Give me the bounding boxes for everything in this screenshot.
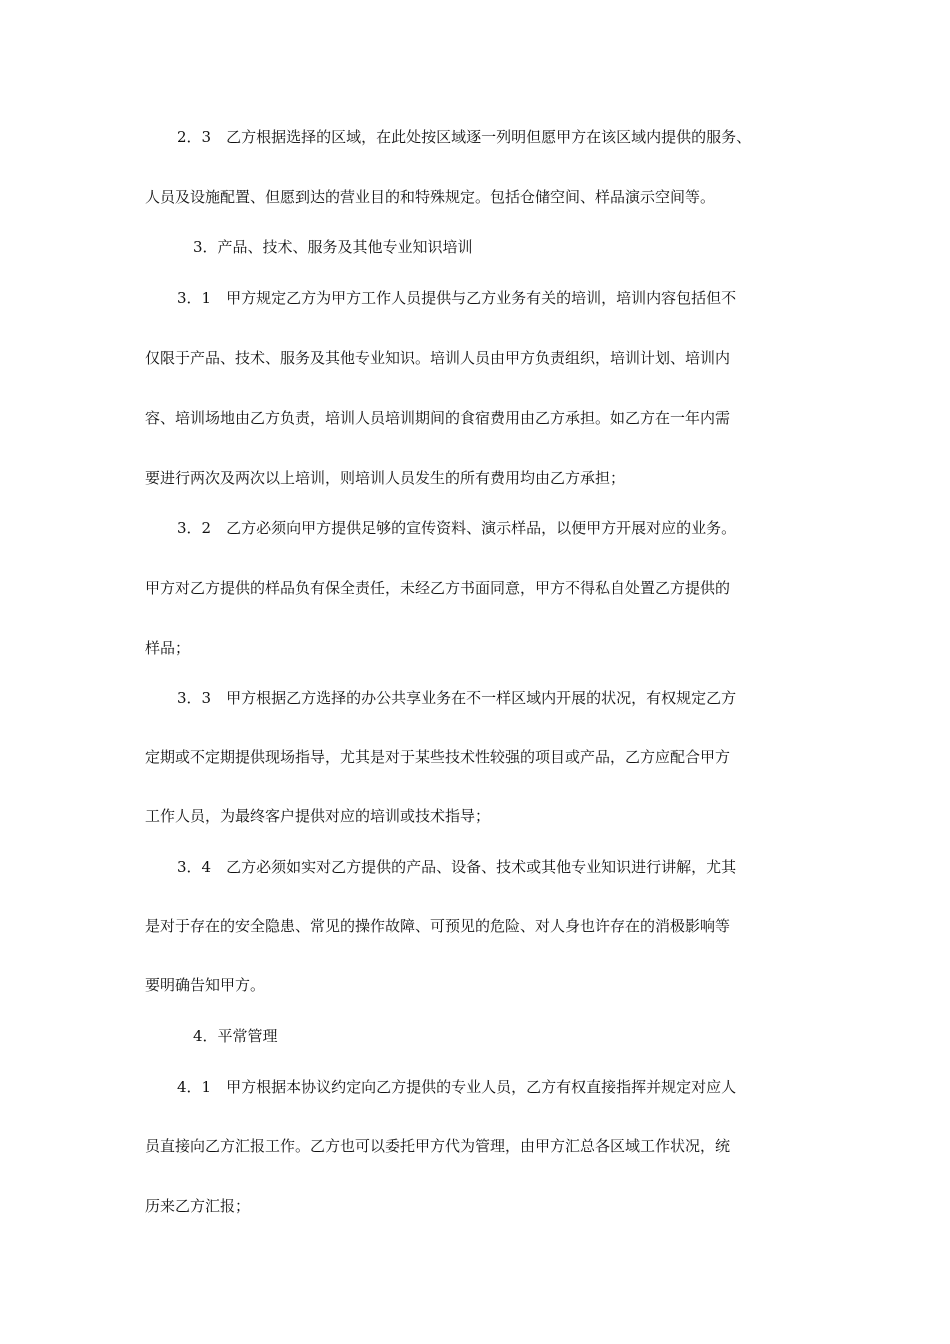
section-3-heading: 3．产品、技术、服务及其他专业知识培训 [193, 238, 473, 256]
clause-3-1-line-2: 仅限于产品、技术、服务及其他专业知识。培训人员由甲方负责组织，培训计划、培训内 [145, 349, 731, 367]
clause-2-3-line-1: 2．3 乙方根据选择的区域，在此处按区域逐一列明但愿甲方在该区域内提供的服务、 [177, 128, 752, 146]
clause-3-3-line-3: 工作人员，为最终客户提供对应的培训或技术指导； [145, 807, 491, 825]
clause-3-1-line-1: 3．1 甲方规定乙方为甲方工作人员提供与乙方业务有关的培训，培训内容包括但不 [177, 289, 737, 307]
section-4-heading: 4．平常管理 [193, 1027, 278, 1045]
clause-4-1-line-3: 历来乙方汇报； [145, 1197, 251, 1215]
clause-3-1-line-3: 容、培训场地由乙方负责，培训人员培训期间的食宿费用由乙方承担。如乙方在一年内需 [145, 409, 731, 427]
clause-3-2-line-3: 样品； [145, 639, 191, 657]
clause-4-1-line-1: 4．1 甲方根据本协议约定向乙方提供的专业人员，乙方有权直接指挥并规定对应人 [177, 1078, 737, 1096]
clause-3-4-line-3: 要明确告知甲方。 [145, 976, 266, 994]
clause-3-3-line-1: 3．3 甲方根据乙方选择的办公共享业务在不一样区域内开展的状况，有权规定乙方 [177, 689, 737, 707]
clause-3-4-line-2: 是对于存在的安全隐患、常见的操作故障、可预见的危险、对人身也许存在的消极影响等 [145, 917, 731, 935]
clause-3-3-line-2: 定期或不定期提供现场指导，尤其是对于某些技术性较强的项目或产品，乙方应配合甲方 [145, 748, 731, 766]
clause-3-2-line-1: 3．2 乙方必须向甲方提供足够的宣传资料、演示样品，以便甲方开展对应的业务。 [177, 519, 737, 537]
clause-3-4-line-1: 3．4 乙方必须如实对乙方提供的产品、设备、技术或其他专业知识进行讲解，尤其 [177, 858, 737, 876]
clause-3-2-line-2: 甲方对乙方提供的样品负有保全责任，未经乙方书面同意，甲方不得私自处置乙方提供的 [145, 579, 731, 597]
clause-3-1-line-4: 要进行两次及两次以上培训，则培训人员发生的所有费用均由乙方承担； [145, 469, 626, 487]
clause-4-1-line-2: 员直接向乙方汇报工作。乙方也可以委托甲方代为管理，由甲方汇总各区域工作状况，统 [145, 1137, 731, 1155]
clause-2-3-line-2: 人员及设施配置、但愿到达的营业目的和特殊规定。包括仓储空间、样品演示空间等。 [145, 188, 716, 206]
